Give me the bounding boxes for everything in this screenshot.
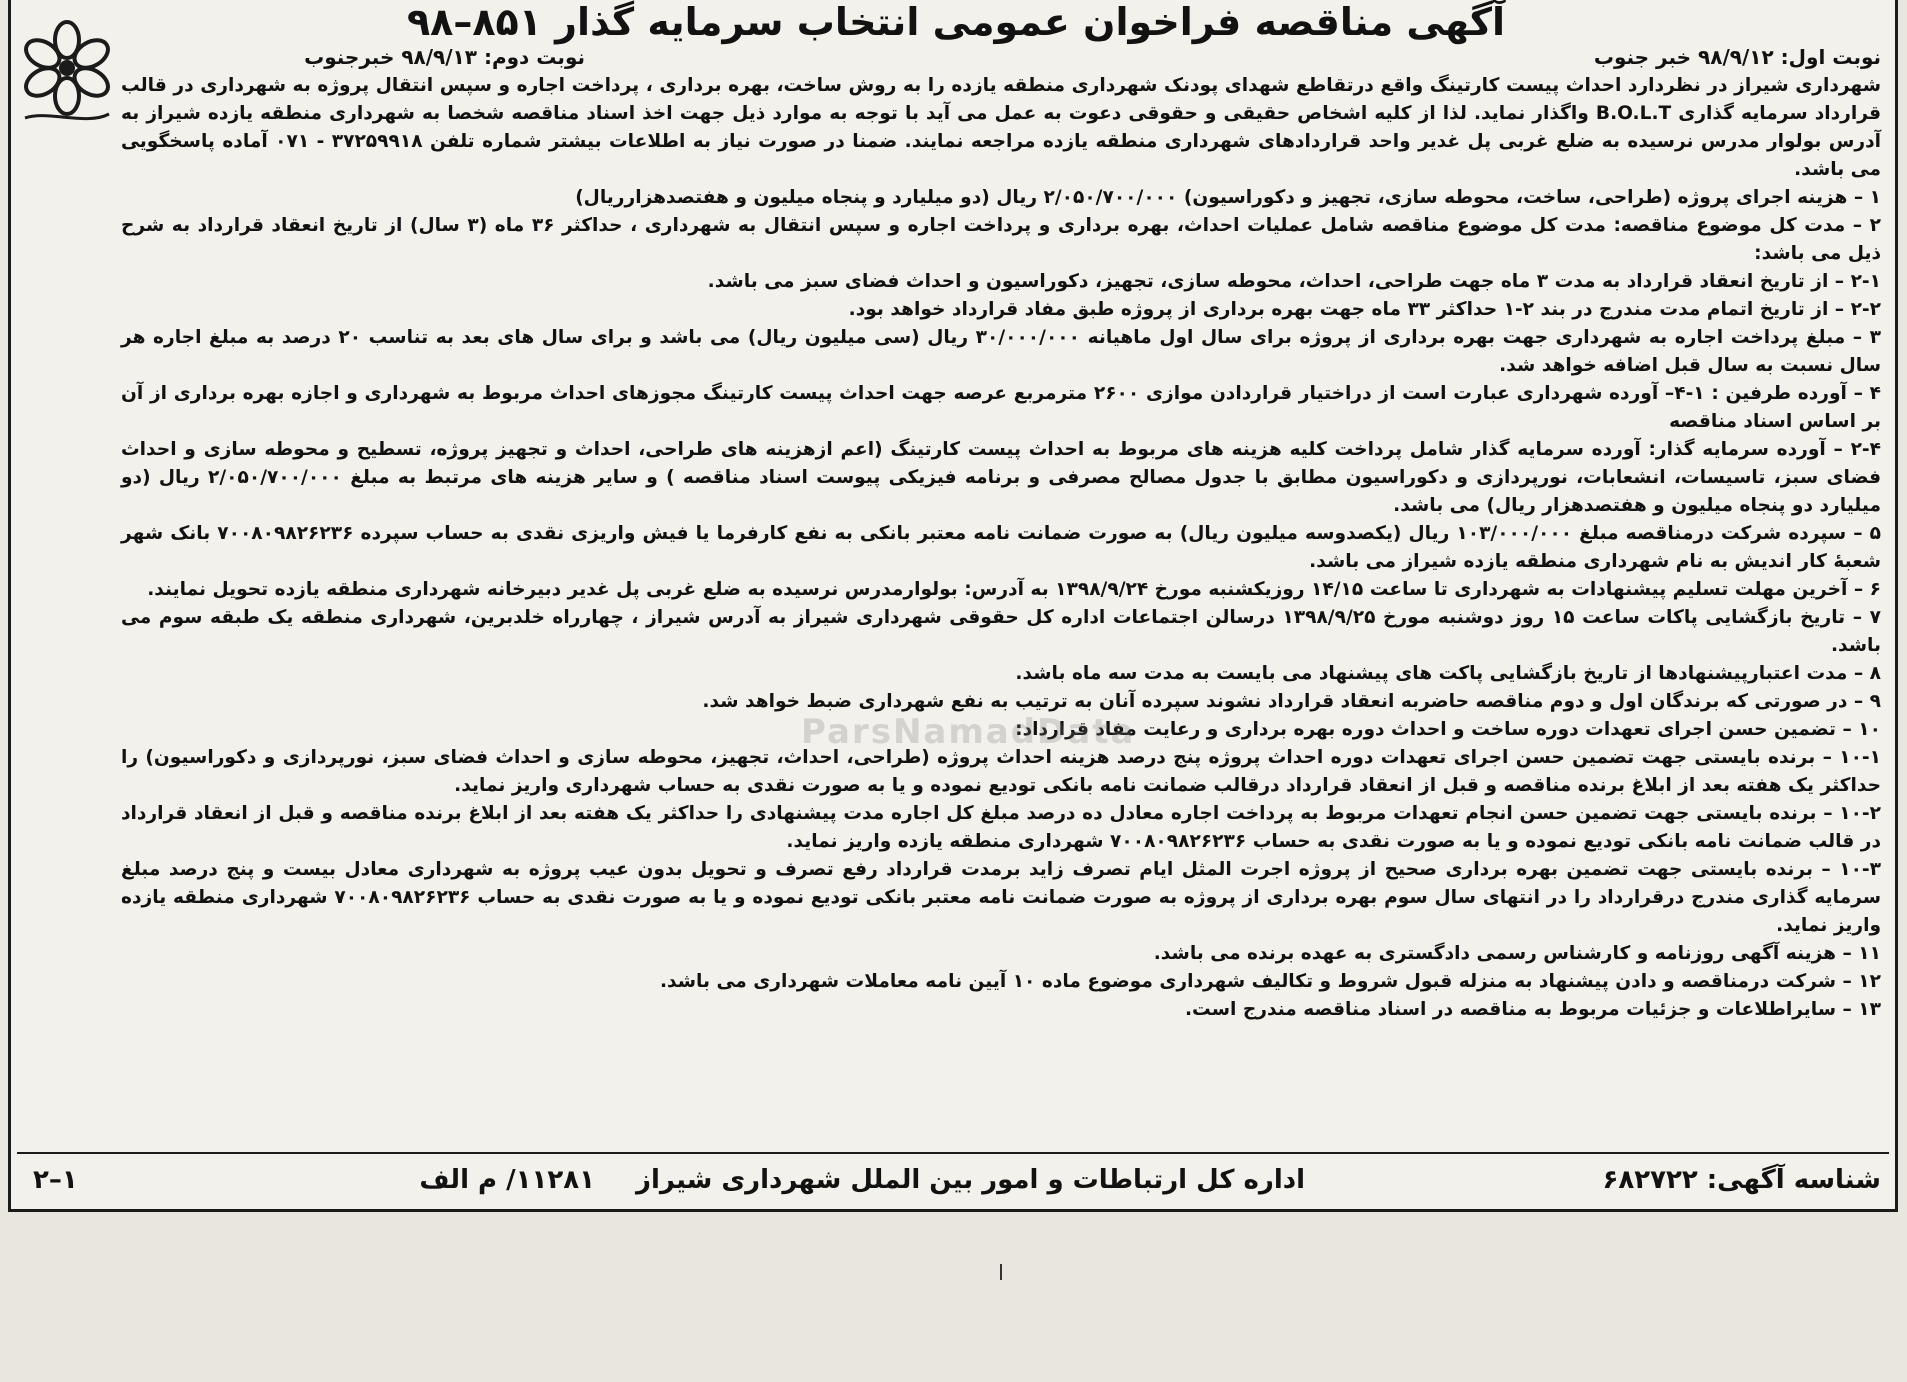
page-number: ۱–۲: [33, 1165, 78, 1195]
notice-body: [121, 72, 1881, 1024]
clause-10: ۱۰ – تضمین حسن اجرای تعهدات دوره ساخت و احداث دوره بهره برداری و رعایت مفاد قرارداد:: [1015, 719, 1881, 740]
clause-1: ۱ – هزینه اجرای پروژه (طراحی، ساخت، محوطه سازی، تجهیز و دکوراسیون) ۲/۰۵۰/۷۰۰/۰۰۰ ریال (دو میلیارد و پنجاه میلیون و هفتصدهزارریال): [575, 187, 1881, 208]
page-title: آگهی مناقصه فراخوان عمومی انتخاب سرمایه گذار ۸۵۱–۹۸: [406, 0, 1506, 44]
notice-footer: [11, 1156, 1895, 1204]
clause-13: ۱۳ – سایراطلاعات و جزئیات مربوط به مناقصه در اسناد مناقصه مندرج است.: [1184, 999, 1881, 1020]
clause-9: ۹ – در صورتی که برندگان اول و دوم مناقصه حاضربه انعقاد قرارداد نشوند سپرده آنان به ترتیب به نفع شهرداری ضبط خواهد شد.: [702, 691, 1881, 712]
issuing-office: اداره کل ارتباطات و امور بین الملل شهرداری شیراز: [636, 1165, 1305, 1195]
clause-4-2: ۲-۴ – آورده سرمایه گذار: آورده سرمایه گذار شامل پرداخت کلیه هزینه های مربوط به احداث پیست کارتینگ (اعم ازهزینه های طراحی، احداث و تجهیز پروژه، تسطیح و محوطه سازی و احداث فضای سبز، تاسیسات، انشعابات، نورپردازی و دکوراسیون مطابق با جدول مصالح مصرفی و برنامه فیزیکی پیوست اسناد مناقصه ) و سایر هزینه های مرتبط به مبلغ ۲/۰۵۰/۷۰۰/۰۰۰ ریال (دو میلیارد دو پنجاه میلیون و هفتصدهزار ریال) می باشد.: [121, 439, 1881, 516]
watermark: ParsNamadData: [801, 712, 1136, 752]
ad-id: شناسه آگهی: ۶۸۲۷۲۲: [1602, 1165, 1881, 1195]
footer-divider: [17, 1152, 1889, 1154]
reference-code: ۱۱۲۸۱/ م الف: [419, 1165, 595, 1195]
clause-2-2: ۲-۲ – از تاریخ اتمام مدت مندرج در بند ۲-۱ حداکثر ۳۳ ماه جهت بهره برداری از پروژه طبق مفاد قرارداد خواهد بود.: [848, 299, 1881, 320]
clause-3: ۳ – مبلغ پرداخت اجاره به شهرداری جهت بهره برداری از پروژه برای سال اول ماهیانه ۳۰/۰۰۰/۰۰۰ ریال (سی میلیون ریال) می باشد و برای سال های بعد به تناسب ۲۰ درصد به مبلغ اجاره هر سال نسبت به سال قبل اضافه خواهد شد.: [121, 327, 1882, 376]
clause-7: ۷ – تاریخ بازگشایی پاکات ساعت ۱۵ روز دوشنبه مورخ ۱۳۹۸/۹/۲۵ درسالن اجتماعات اداره کل حقوقی شهرداری شیراز به آدرس شیراز ، چهارراه خلدبرین، شهرداری منطقه یک طبقه سوم می باشد.: [121, 607, 1881, 656]
shiraz-municipality-logo-icon: [17, 18, 117, 130]
clause-10-3: ۱۰-۳ – برنده بایستی جهت تضمین بهره برداری صحیح از پروژه اجرت المثل ایام تصرف زاید برمدت قرارداد رفع تصرف و تحویل بدون عیب پروژه به شهرداری معادل بیست و پنج درصد مبلغ سرمایه گذاری مندرج درقرارداد را در انتهای سال سوم بهره برداری از پروژه به صورت ضمانت نامه معتبر بانکی تودیع نموده و یا به صورت نقدی به حساب ۷۰۰۸۰۹۸۲۶۲۳۶ شهرداری منطقه یازده واریز نماید.: [121, 859, 1881, 936]
clause-11: ۱۱ – هزینه آگهی روزنامه و کارشناس رسمی دادگستری به عهده برنده می باشد.: [1153, 943, 1881, 964]
clause-10-1: ۱۰-۱ – برنده بایستی جهت تضمین حسن اجرای تعهدات دوره احداث پروژه پنج درصد هزینه احداث پروژه (طراحی، احداث، تجهیز، محوطه سازی و احداث فضای سبز، نورپردازی و دکوراسیون) را حداکثر یک هفته بعد از ابلاغ برنده مناقصه و قبل از انعقاد قرارداد درقالب ضمانت نامه بانکی تودیع نموده و یا به صورت نقدی به حساب شهرداری واریز نماید.: [121, 747, 1881, 796]
intro-paragraph: شهرداری شیراز در نظردارد احداث پیست کارتینگ واقع درتقاطع شهدای پودنک شهرداری منطقه یازده را به روش ساخت، بهره برداری ، پرداخت اجاره و سپس انتقال پروژه به شهرداری در قالب قرارداد سرمایه گذاری B.O.L.T واگذار نماید. لذا از کلیه اشخاص حقیقی و حقوقی دعوت به عمل می آید با توجه به موارد ذیل جهت اخذ اسناد مناقصه شخصا به شهرداری منطقه یازده شیراز به آدرس بولوار مدرس نرسیده به ضلع غربی پل غدیر واحد قراردادهای شهرداری منطقه یازده مراجعه نمایند. ضمنا در صورت نیاز به اطلاعات بیشتر شماره تلفن ۳۷۲۵۹۹۱۸ - ۰۷۱ آماده پاسخگویی می باشد.: [121, 75, 1881, 180]
clause-5: ۵ – سپرده شرکت درمناقصه مبلغ ۱۰۳/۰۰۰/۰۰۰ ریال (یکصدوسه میلیون ریال) به صورت ضمانت نامه معتبر بانکی به نفع کارفرما یا فیش واریزی نقدی به حساب سپرده ۷۰۰۸۰۹۸۲۶۲۳۶ بانک شهر شعبهٔ کار اندیش به نام شهرداری منطقه یازده شیراز می باشد.: [121, 523, 1881, 572]
second-publication: نوبت دوم: ۹۸/۹/۱۳ خبرجنوب: [304, 45, 585, 69]
scan-mark: [1000, 1264, 1002, 1280]
clause-6: ۶ – آخرین مهلت تسلیم پیشنهادات به شهرداری تا ساعت ۱۴/۱۵ روزیکشنبه مورخ ۱۳۹۸/۹/۲۴ به آدرس: بولوارمدرس نرسیده به ضلع غربی پل غدیر دبیرخانه شهرداری منطقه یازده تحویل نمایند.: [147, 579, 1881, 600]
tender-notice: [8, 0, 1898, 1212]
first-publication: نوبت اول: ۹۸/۹/۱۲ خبر جنوب: [1593, 45, 1881, 69]
clause-10-2: ۱۰-۲ – برنده بایستی جهت تضمین حسن انجام تعهدات مربوط به پرداخت اجاره معادل ده درصد مبلغ کل اجاره مدت پیشنهادی را حداکثر یک هفته بعد از ابلاغ برنده مناقصه و قبل از انعقاد قرارداد در قالب ضمانت نامه بانکی تودیع نموده و یا به صورت نقدی به حساب ۷۰۰۸۰۹۸۲۶۲۳۶ شهرداری منطقه یازده واریز نماید.: [121, 803, 1881, 852]
clause-8: ۸ – مدت اعتبارپیشنهادها از تاریخ بازگشایی پاکت های پیشنهاد می بایست به مدت سه ماه باشد.: [1015, 663, 1881, 684]
clause-2: ۲ – مدت کل موضوع مناقصه: مدت کل موضوع مناقصه شامل عملیات احداث، بهره برداری و پرداخت اجاره و سپس انتقال به شهرداری ، حداکثر ۳۶ ماه (۳ سال) از تاریخ انعقاد قرارداد به شرح ذیل می باشد:: [121, 215, 1881, 264]
clause-2-1: ۲-۱ – از تاریخ انعقاد قرارداد به مدت ۳ ماه جهت طراحی، احداث، محوطه سازی، تجهیز، دکوراسیون و احداث فضای سبز می باشد.: [707, 271, 1881, 292]
clause-12: ۱۲ – شرکت درمناقصه و دادن پیشنهاد به منزله قبول شروط و تکالیف شهرداری موضوع ماده ۱۰ آیین نامه معاملات شهرداری می باشد.: [659, 971, 1881, 992]
clause-4: ۴ – آورده طرفین : ۱-۴– آورده شهرداری عبارت است از دراختیار قراردادن موازی ۲۶۰۰ مترمربع عرصه جهت احداث پیست کارتینگ مجوزهای احداث مربوط به شهرداری و اجازه بهره برداری از آن بر اساس اسناد مناقصه: [121, 383, 1881, 432]
